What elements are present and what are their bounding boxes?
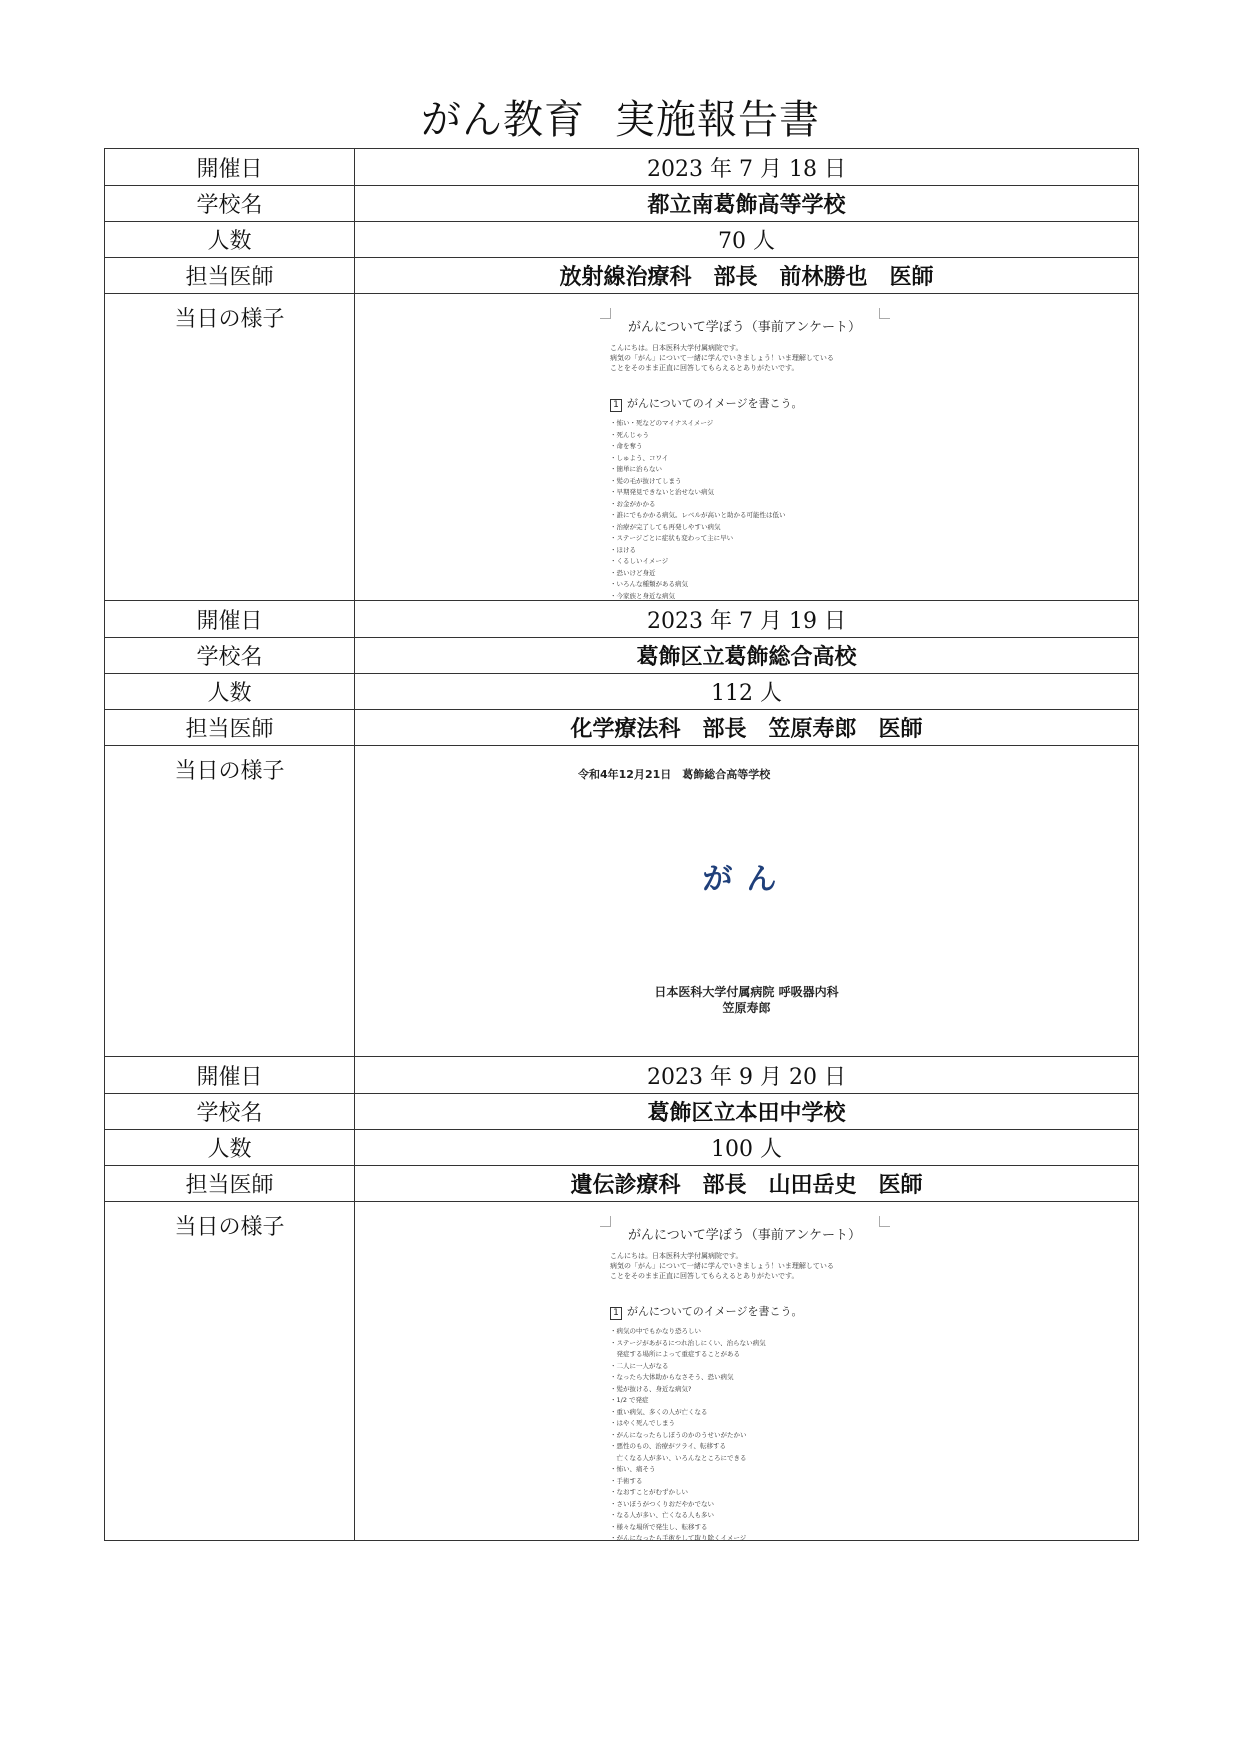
answer-item: ・命を奪う — [610, 442, 643, 450]
question-number: 1 — [610, 399, 622, 412]
label-doctor: 担当医師 — [105, 258, 355, 294]
label-date: 開催日 — [105, 1057, 355, 1094]
scene-photo — [355, 294, 1139, 601]
intro-line: ことをそのまま正直に回答してもらえるとありがたいです。 — [610, 364, 799, 372]
row-scene — [105, 294, 1139, 601]
survey-sheet — [610, 1224, 870, 1545]
session-count: 70 人 — [355, 222, 1139, 258]
label-count: 人数 — [105, 222, 355, 258]
answer-item: ・恐いけど身近 — [610, 568, 656, 577]
answer-item: ・しゅよう、コワイ — [610, 453, 669, 462]
answer-item: 亡くなる人が多い、いろんなところにできる — [610, 1453, 747, 1462]
label-school: 学校名 — [105, 638, 355, 674]
answer-item: ・いろんな種類がある病気 — [610, 580, 688, 588]
label-scene: 当日の様子 — [105, 746, 355, 1057]
slide-affiliation — [355, 984, 1138, 1016]
row-scene — [105, 746, 1139, 1057]
answer-list — [610, 418, 870, 602]
label-school: 学校名 — [105, 186, 355, 222]
answer-item: ・様々な場所で発生し、転移する — [610, 1522, 708, 1531]
label-doctor: 担当医師 — [105, 1166, 355, 1202]
session-school: 都立南葛飾高等学校 — [355, 186, 1139, 222]
report-table-body — [105, 149, 1139, 1541]
answer-item: ・怖い、痛そう — [610, 1465, 656, 1473]
row-count — [105, 1130, 1139, 1166]
answer-item: ・髪の毛が抜けてしまう — [610, 476, 682, 485]
label-date: 開催日 — [105, 601, 355, 638]
answer-item: ・早期発見できないと治せない病気 — [610, 488, 714, 496]
scene-photo — [355, 1202, 1139, 1541]
intro-line: 病気の「がん」について一緒に学んでいきましょう！いま理解している — [610, 1262, 834, 1270]
answer-item: ・髪が抜ける、身近な病気? — [610, 1384, 692, 1393]
label-date: 開催日 — [105, 149, 355, 186]
session-school: 葛飾区立葛飾総合高校 — [355, 638, 1139, 674]
row-date — [105, 601, 1139, 638]
answer-item: ・ほける — [610, 545, 636, 554]
slide-presenter: 笠原寿郎 — [722, 1001, 771, 1015]
question-text: がんについてのイメージを書こう。 — [627, 1305, 803, 1318]
session-date: 2023 年 7 月 18 日 — [355, 149, 1139, 186]
answer-item: ・死んじゃう — [610, 430, 649, 439]
answer-item: ・手術する — [610, 1476, 643, 1485]
answer-item: ・がんになったらしぼうのかのうせいがたかい — [610, 1430, 747, 1439]
survey-photo — [355, 294, 1138, 600]
answer-item: ・今家族と身近な病気 — [610, 591, 675, 600]
answer-item: ・二人に一人がなる — [610, 1361, 669, 1370]
label-doctor: 担当医師 — [105, 710, 355, 746]
survey-intro — [610, 343, 870, 373]
question-text: がんについてのイメージを書こう。 — [627, 397, 803, 410]
question-number: 1 — [610, 1307, 622, 1320]
answer-item: ・悪性のもの、治療がツライ、転移する — [610, 1442, 726, 1450]
answer-item: ・お金がかかる — [610, 499, 656, 508]
answer-item: 発症する場所によって重症することがある — [610, 1350, 740, 1358]
row-doctor — [105, 710, 1139, 746]
session-doctor: 化学療法科 部長 笠原寿郎 医師 — [355, 710, 1139, 746]
answer-item: ・くるしいイメージ — [610, 557, 669, 565]
answer-item: ・誰にでもかかる病気。レベルが高いと助かる可能性は低い — [610, 511, 786, 519]
slide — [355, 746, 1138, 1048]
row-school — [105, 1094, 1139, 1130]
answer-item: ・なる人が多い、亡くなる人も多い — [610, 1511, 714, 1519]
slide-department: 日本医科大学付属病院 呼吸器内科 — [654, 985, 839, 999]
answer-item: ・怖い・死などのマイナスイメージ — [610, 419, 714, 427]
answer-item: ・病気の中でもかなり恐ろしい — [610, 1327, 701, 1335]
survey-intro — [610, 1251, 870, 1281]
row-doctor — [105, 1166, 1139, 1202]
session-school: 葛飾区立本田中学校 — [355, 1094, 1139, 1130]
corner-mark — [879, 1216, 890, 1227]
answer-item: ・さいぼうがつくりおだやかでない — [610, 1499, 714, 1508]
answer-item: ・ステージごとに症状も変わって主に早い — [610, 534, 734, 542]
session-date: 2023 年 7 月 19 日 — [355, 601, 1139, 638]
answer-item: ・なったら大体助からなさそう、恐い病気 — [610, 1373, 734, 1381]
intro-line: 病気の「がん」について一緒に学んでいきましょう！いま理解している — [610, 354, 834, 362]
survey-question — [610, 395, 870, 412]
row-date — [105, 1057, 1139, 1094]
report-table — [104, 148, 1139, 1541]
row-school — [105, 638, 1139, 674]
row-count — [105, 222, 1139, 258]
survey-title: がんについて学ぼう（事前アンケート） — [628, 320, 861, 335]
label-count: 人数 — [105, 674, 355, 710]
slide-heading: がん — [702, 862, 791, 897]
label-scene: 当日の様子 — [105, 294, 355, 601]
answer-item: ・がんになったら手術をして取り除くイメージ — [610, 1534, 747, 1542]
page-title — [0, 88, 1241, 145]
slide-photo — [355, 746, 1138, 1048]
answer-item: ・なおすことがむずかしい — [610, 1488, 688, 1496]
title-sub: 実施報告書 — [615, 97, 820, 143]
title-main: がん教育 — [421, 97, 585, 143]
row-count — [105, 674, 1139, 710]
row-scene — [105, 1202, 1139, 1541]
corner-mark — [879, 308, 890, 319]
answer-item: ・重い病気、多くの人が亡くなる — [610, 1407, 708, 1416]
corner-mark — [600, 1216, 611, 1227]
survey-title: がんについて学ぼう（事前アンケート） — [628, 1228, 861, 1243]
answer-item: ・治療が完了しても再発しやすい病気 — [610, 522, 721, 531]
intro-line: こんにちは。日本医科大学付属病院です。 — [610, 344, 743, 352]
answer-item: ・簡単に治らない — [610, 465, 662, 473]
row-date — [105, 149, 1139, 186]
survey-photo — [355, 1202, 1138, 1542]
slide-date-line: 令和4年12月21日 葛飾総合高等学校 — [578, 768, 771, 781]
intro-line: こんにちは。日本医科大学付属病院です。 — [610, 1252, 743, 1260]
session-doctor: 遺伝診療科 部長 山田岳史 医師 — [355, 1166, 1139, 1202]
scene-photo — [355, 746, 1139, 1057]
answer-item: ・ステージがあがるにつれ治しにくい、治らない病気 — [610, 1338, 766, 1347]
label-scene: 当日の様子 — [105, 1202, 355, 1541]
session-count: 100 人 — [355, 1130, 1139, 1166]
label-count: 人数 — [105, 1130, 355, 1166]
answer-item: ・1/2 で発症 — [610, 1396, 649, 1404]
corner-mark — [600, 308, 611, 319]
survey-question — [610, 1303, 870, 1320]
session-date: 2023 年 9 月 20 日 — [355, 1057, 1139, 1094]
session-count: 112 人 — [355, 674, 1139, 710]
answer-item: ・はやく死んでしまう — [610, 1419, 675, 1427]
survey-sheet — [610, 316, 870, 602]
intro-line: ことをそのまま正直に回答してもらえるとありがたいです。 — [610, 1272, 799, 1280]
answer-list — [610, 1326, 870, 1545]
row-school — [105, 186, 1139, 222]
session-doctor: 放射線治療科 部長 前林勝也 医師 — [355, 258, 1139, 294]
label-school: 学校名 — [105, 1094, 355, 1130]
row-doctor — [105, 258, 1139, 294]
